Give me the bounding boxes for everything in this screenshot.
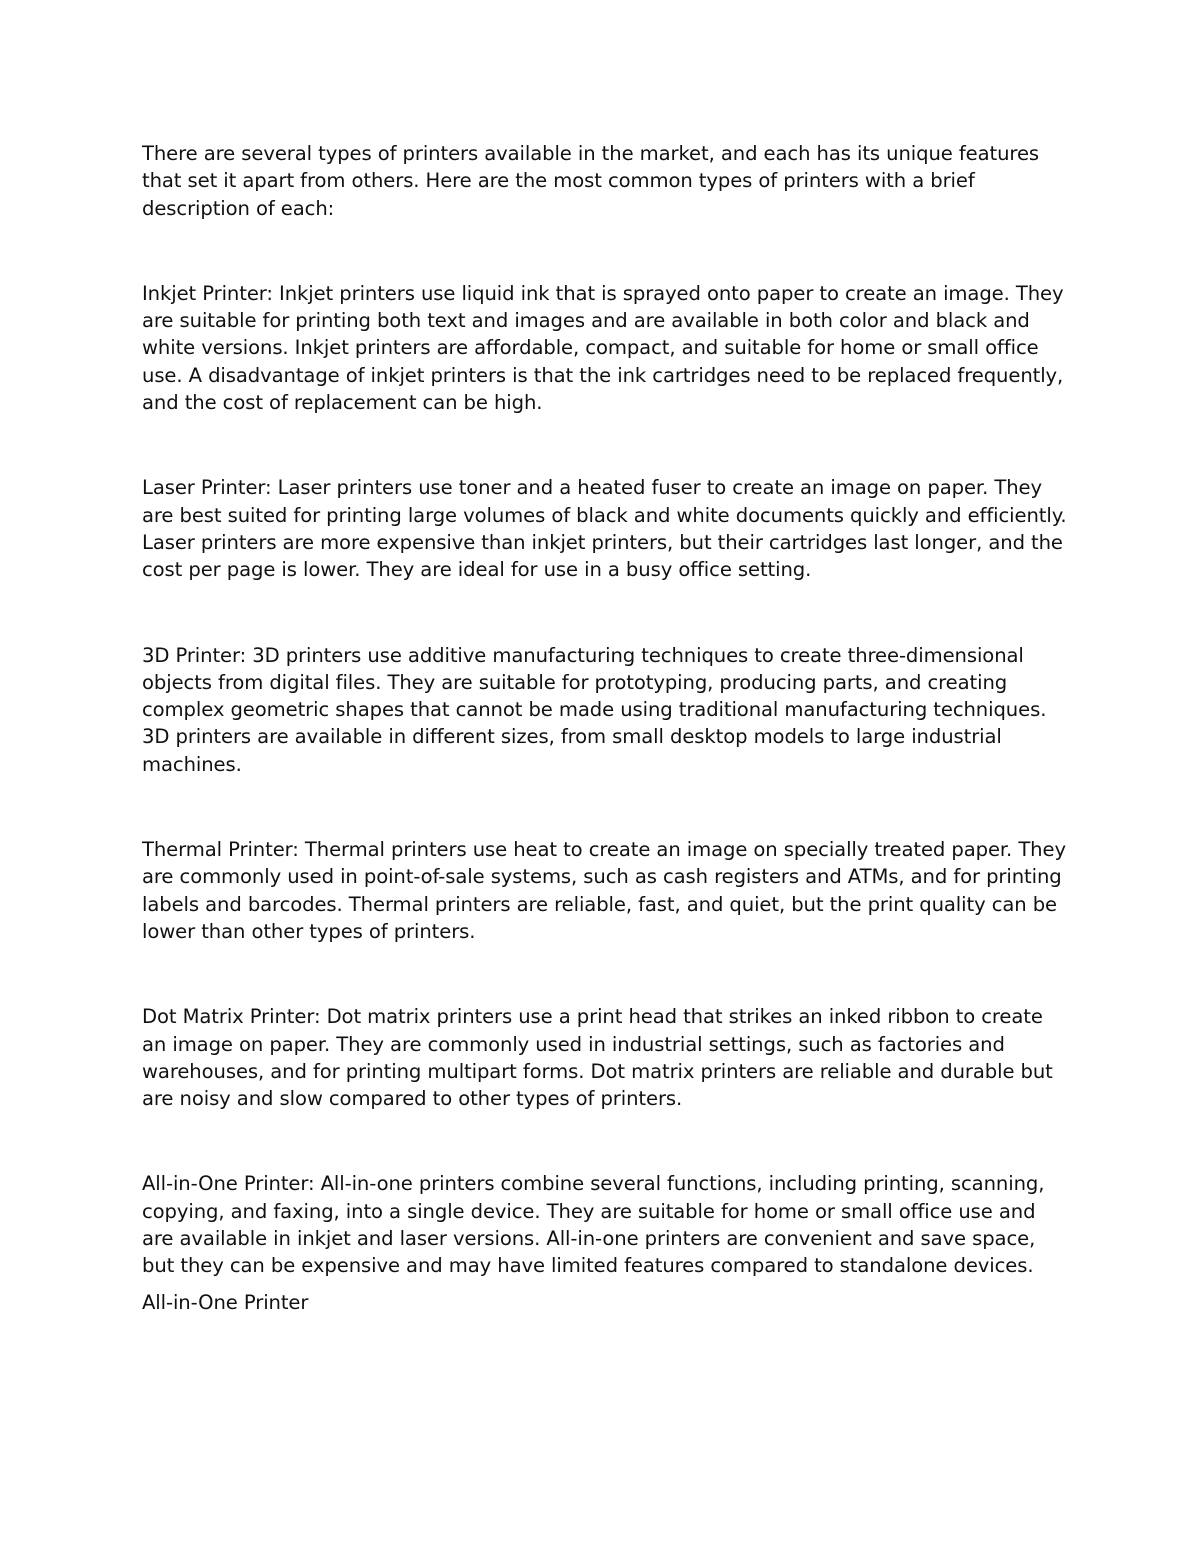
section-inkjet-printer: Inkjet Printer: Inkjet printers use liquid ink that is sprayed onto paper to create an image. They are suitable for printing both text and images and are available in both color and black and white versions. Inkjet printers are affordable, compact, and suitable for home or small office use. A disadvantage of inkjet printers is that the ink cartridges need to be replaced frequently, and the cost of replacement can be high. <box>142 281 1064 415</box>
section-thermal-printer: Thermal Printer: Thermal printers use heat to create an image on specially treated paper. They are commonly used in point-of-sale systems, such as cash registers and ATMs, and for printing labels and barcodes. Thermal printers are reliable, fast, and quiet, but the print quality can be lower than other types of printers. <box>142 838 1066 943</box>
closing-line: All-in-One Printer <box>142 1290 309 1314</box>
section-3d-printer: 3D Printer: 3D printers use additive manufacturing techniques to create three-dimensional objects from digital files. They are suitable for prototyping, producing parts, and creating complex geometric shapes that cannot be made using traditional manufacturing techniques. 3D printers are available in different sizes, from small desktop models to large industrial machines. <box>142 643 1047 776</box>
intro-paragraph: There are several types of printers available in the market, and each has its unique features that set it apart from others. Here are the most common types of printers with a brief description of each: <box>142 142 1040 220</box>
section-all-in-one-printer: All-in-One Printer: All-in-one printers combine several functions, including printing, scanning, copying, and faxing, into a single device. They are suitable for home or small office use and are available in inkjet and laser versions. All-in-one printers are convenient and save space, but they can be expensive and may have limited features compared to standalone devices. <box>142 1172 1045 1278</box>
document-page <box>142 140 1072 1316</box>
section-dot-matrix-printer: Dot Matrix Printer: Dot matrix printers use a print head that strikes an inked ribbon to create an image on paper. They are commonly used in industrial settings, such as factories and warehouses, and for printing multipart forms. Dot matrix printers are reliable and durable but are noisy and slow compared to other types of printers. <box>142 1005 1053 1111</box>
section-laser-printer: Laser Printer: Laser printers use toner and a heated fuser to create an image on paper. They are best suited for printing large volumes of black and white documents quickly and efficiently. Laser printers are more expensive than inkjet printers, but their cartridges last longer, and the cost per page is lower. They are ideal for use in a busy office setting. <box>142 476 1067 582</box>
